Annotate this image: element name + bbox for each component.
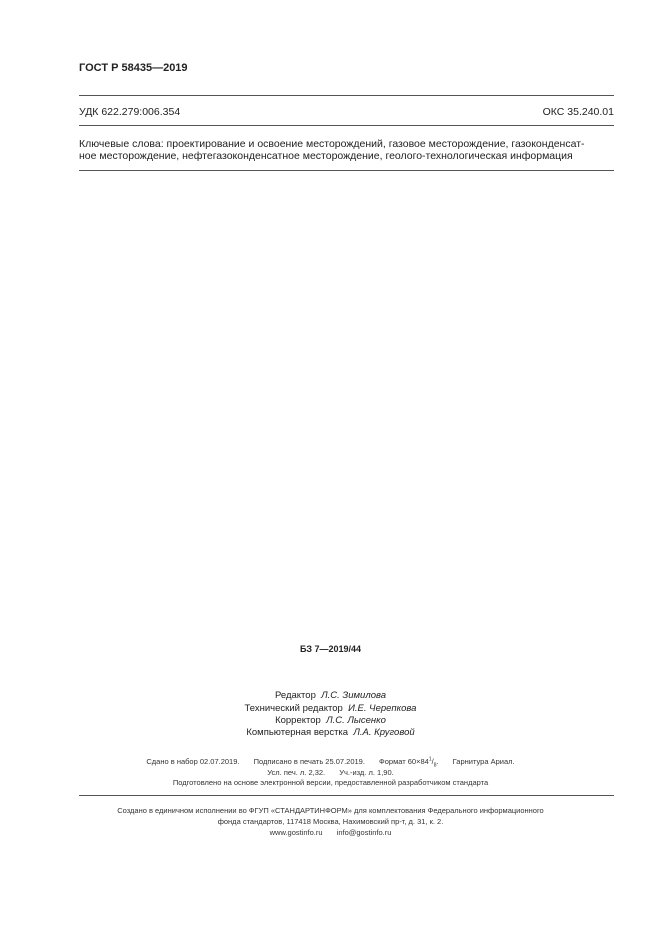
oks-code: ОКС 35.240.01 [542,106,614,118]
document-number: ГОСТ Р 58435—2019 [79,62,188,74]
keywords-divider [79,170,614,171]
format-numerator: 1 [428,756,432,762]
imprint-signed: Подписано в печать 25.07.2019. [253,756,365,766]
publisher-line-1: Создано в единичном исполнении во ФГУП «СТАНДАРТИНФОРМ» для комплектования Федерального информационного [117,806,544,815]
publisher-website[interactable]: www.gostinfo.ru [269,828,323,837]
imprint-line-2 [0,768,661,777]
staff-editor [0,690,661,701]
staff-layout [0,727,661,738]
keywords-line-1: Ключевые слова: проектирование и освоение месторождений, газовое месторождение, газоконденсат- [79,138,585,150]
imprint-typeface: Гарнитура Ариал. [452,756,515,766]
staff-role: Технический редактор [244,703,343,714]
top-divider [79,95,614,96]
format-denominator: 8 [433,762,437,768]
middle-divider [79,125,614,126]
format-prefix: Формат 60×84 [379,756,429,766]
staff-name: Л.С. Лысенко [326,715,386,726]
imprint-pub-sheets: Уч.-изд. л. 1,90. [339,768,394,777]
imprint-prepared: Подготовлено на основе электронной версии, предоставленной разработчиком стандарта [172,778,489,787]
publisher-contacts [0,828,661,837]
staff-tech-editor [0,703,661,714]
bottom-divider [79,795,614,796]
imprint-sent: Сдано в набор 02.07.2019. [146,756,240,766]
imprint-print-sheets: Усл. печ. л. 2,32. [267,768,326,777]
staff-role: Компьютерная верстка [246,727,349,738]
publisher-email[interactable]: info@gostinfo.ru [336,828,392,837]
staff-corrector [0,715,661,726]
publisher-line-2: фонда стандартов, 117418 Москва, Нахимовский пр-т, д. 31, к. 2. [217,817,444,826]
staff-role: Редактор [274,690,316,701]
udc-code: УДК 622.279:006.354 [79,106,181,118]
keywords-line-2: ное месторождение, нефтегазоконденсатное месторождение, геолого-технологическая информация [79,150,573,162]
imprint-line-1 [0,756,661,768]
bz-number: БЗ 7—2019/44 [299,644,362,654]
staff-name: Л.А. Круговой [353,727,415,738]
staff-role: Корректор [275,715,321,726]
staff-name: И.Е. Черепкова [348,703,417,714]
staff-name: Л.С. Зимилова [321,690,387,701]
imprint-format: Формат $60\times 84^1/_8$. [379,756,439,768]
